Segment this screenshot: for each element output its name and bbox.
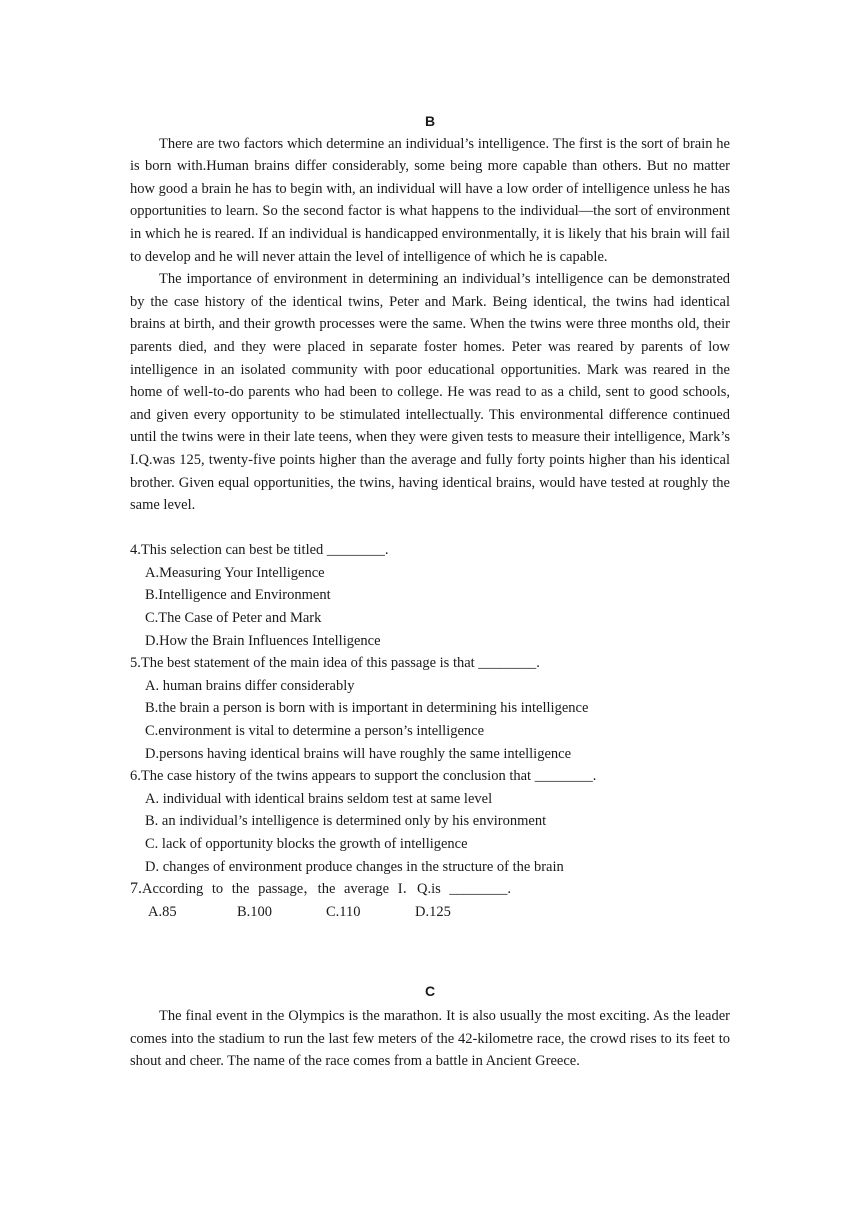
option-a: A.85: [148, 903, 177, 920]
section-c-heading: C: [424, 983, 436, 1000]
option-b: B. an individual’s intelligence is determined only by his environment: [145, 813, 547, 830]
option-a: A.Measuring Your Intelligence: [145, 564, 325, 581]
question-6: [130, 765, 730, 878]
question-number: 7.: [130, 880, 142, 898]
question-text: According to the passage，the average I．Q.is ________.: [142, 881, 512, 898]
question-stem: [130, 878, 730, 901]
option-c: C. lack of opportunity blocks the growth of intelligence: [145, 836, 468, 852]
option-d: D.persons having identical brains will have roughly the same intelligence: [145, 745, 572, 762]
option-d: D.How the Brain Influences Intelligence: [145, 632, 381, 649]
question-stem: 4.This selection can best be titled ________.: [130, 542, 389, 559]
options-row: [130, 901, 730, 924]
option-a: A. individual with identical brains seldom test at same level: [145, 790, 493, 807]
question-4: [130, 539, 730, 652]
option-a: A. human brains differ considerably: [145, 677, 355, 694]
option-b: B.Intelligence and Environment: [145, 587, 331, 604]
document-page: [130, 0, 730, 1073]
question-stem: 6.The case history of the twins appears to support the conclusion that ________.: [130, 768, 597, 785]
option-c: C.The Case of Peter and Mark: [145, 610, 322, 627]
question-5: [130, 652, 730, 765]
passage-b-paragraph-1: There are two factors which determine an individual’s intelligence. The first is the sort of brain he is born with.Human brains differ considerably, some being more capable than others. But no matter how good a brain he has to begin with, an individual will have a low order of intelligence unless he has opportunities to learn. So the second factor is what happens to the individual—the sort of environment in which he is reared. If an individual is handicapped environmentally, it is likely that his brain will fail to develop and he will never attain the level of intelligence of which he is capable.: [130, 135, 730, 265]
option-b: B.100: [237, 903, 273, 920]
question-stem: 5.The best statement of the main idea of this passage is that ________.: [130, 655, 540, 672]
option-c: C.environment is vital to determine a person’s intelligence: [145, 723, 485, 740]
question-7: [130, 878, 730, 923]
section-b-heading: B: [424, 113, 436, 129]
passage-c-paragraph-1: The final event in the Olympics is the marathon. It is also usually the most exciting. As the leader comes into the stadium to run the last few meters of the 42-kilometre race, the crowd rises to its feet to shout and cheer. The name of the race comes from a battle in Ancient Greece.: [130, 1007, 730, 1070]
option-b: B.the brain a person is born with is important in determining his intelligence: [145, 700, 589, 717]
option-d: D. changes of environment produce changes in the structure of the brain: [145, 858, 564, 875]
option-d: D.125: [415, 903, 451, 920]
passage-b-paragraph-2: The importance of environment in determining an individual’s intelligence can be demonstrated by the case history of the identical twins, Peter and Mark. Being identical, the twins had identical brains at birth, and their growth processes were the same. When the twins were three months old, their parents died, and they were placed in separate foster homes. Peter was reared by parents of low intelligence in an isolated community with poor educational opportunities. Mark was reared in the home of well-to-do parents who had been to college. He was read to as a child, sent to good schools, and given every opportunity to be stimulated intellectually. This environmental difference continued until the twins were in their late teens, when they were given tests to measure their intelligence, Mark’s I.Q.was 125, twenty-five points higher than the average and fully forty points higher than his identical brother. Given equal opportunities, the twins, having identical brains, would have tested at roughly the same level.: [130, 271, 730, 514]
option-c: C.110: [326, 903, 361, 920]
